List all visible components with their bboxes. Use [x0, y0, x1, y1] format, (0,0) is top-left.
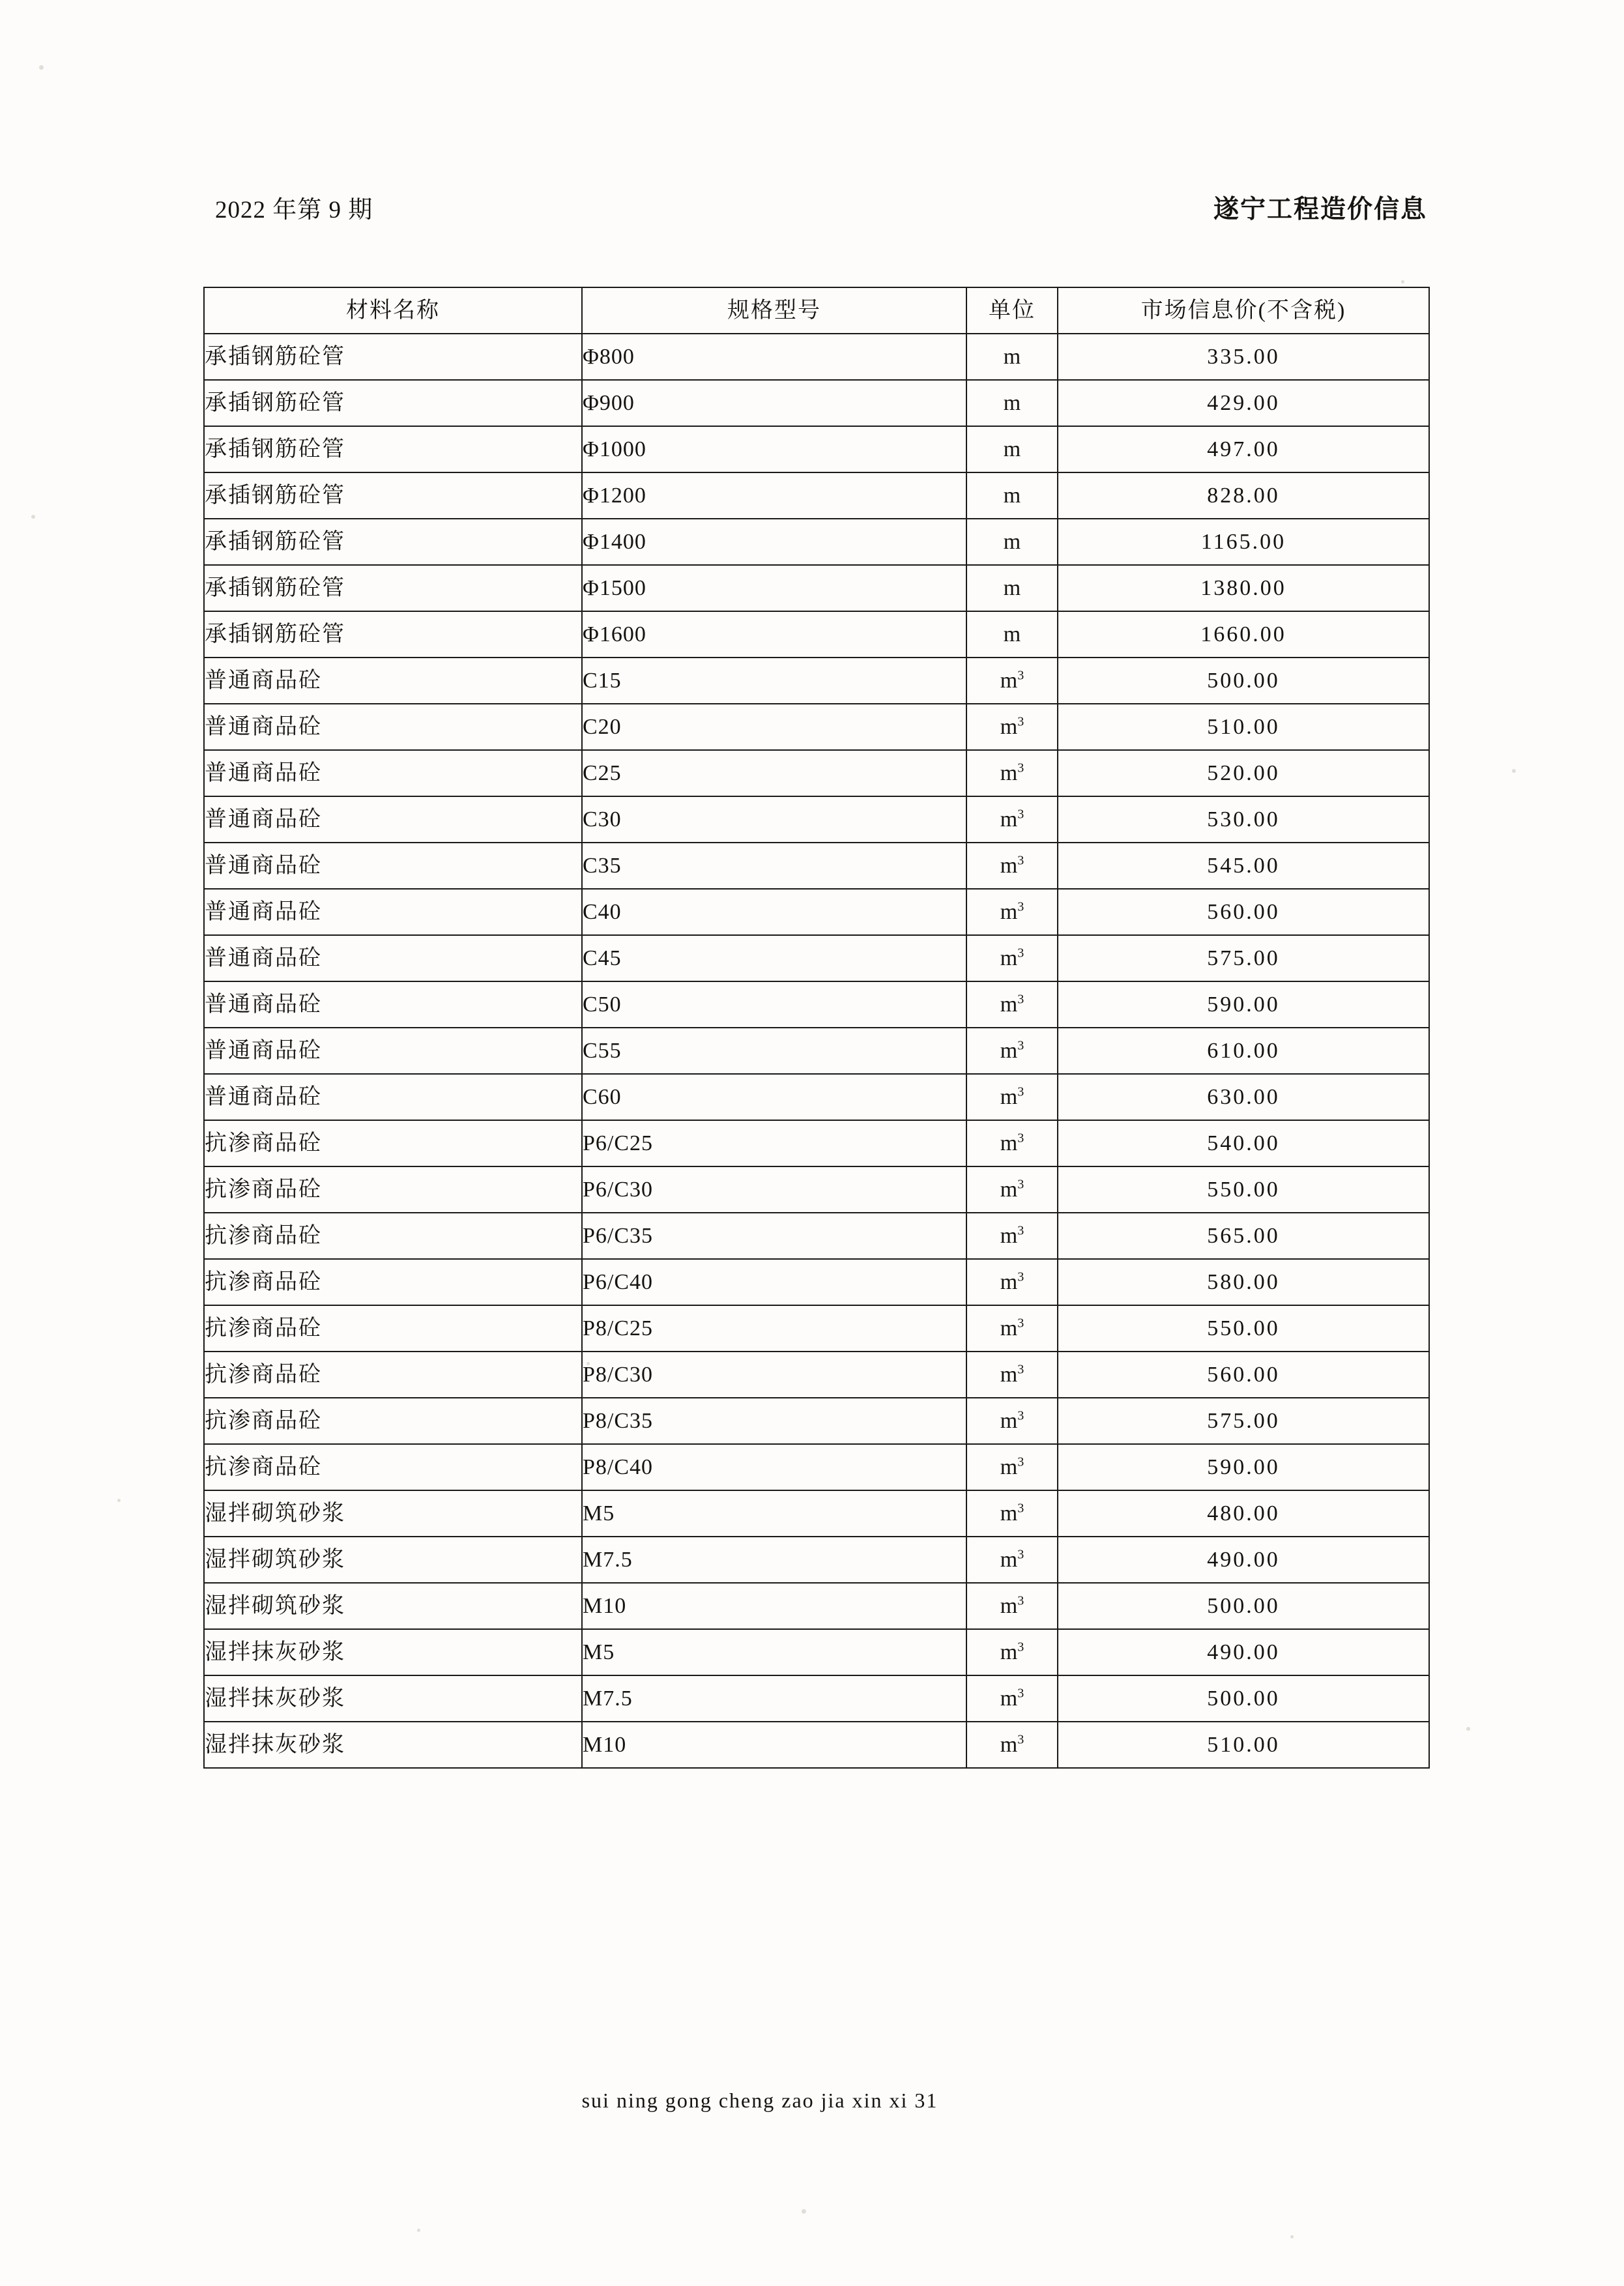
cell-material-name: 湿拌砌筑砂浆 — [204, 1490, 582, 1537]
cell-material-name: 抗渗商品砼 — [204, 1259, 582, 1305]
cell-price: 490.00 — [1058, 1629, 1429, 1675]
cell-material-name: 普通商品砼 — [204, 796, 582, 843]
cell-unit — [966, 1722, 1058, 1768]
cell-unit-base: m — [1000, 1177, 1018, 1202]
cell-unit-base: m — [1003, 483, 1021, 508]
cell-specification: M5 — [582, 1490, 966, 1537]
table-row — [204, 380, 1429, 426]
cell-material-name: 抗渗商品砼 — [204, 1213, 582, 1259]
cell-specification: Φ1500 — [582, 565, 966, 611]
cell-unit-base: m — [1003, 575, 1021, 600]
cell-material-name: 湿拌砌筑砂浆 — [204, 1537, 582, 1583]
cell-material-name: 承插钢筋砼管 — [204, 426, 582, 472]
cell-material-name: 普通商品砼 — [204, 843, 582, 889]
cell-unit-exponent: 3 — [1017, 1038, 1024, 1053]
cell-unit-exponent: 3 — [1017, 807, 1024, 822]
cell-price: 590.00 — [1058, 981, 1429, 1028]
cell-specification: P6/C25 — [582, 1120, 966, 1166]
journal-title: 遂宁工程造价信息 — [1213, 195, 1427, 224]
table-row — [204, 1166, 1429, 1213]
cell-unit-base: m — [1000, 1362, 1018, 1387]
cell-unit-base: m — [1000, 1223, 1018, 1248]
cell-unit — [966, 1074, 1058, 1120]
cell-unit-exponent: 3 — [1017, 1177, 1024, 1192]
table-row — [204, 1490, 1429, 1537]
cell-unit — [966, 1166, 1058, 1213]
cell-specification: P6/C35 — [582, 1213, 966, 1259]
cell-unit-exponent: 3 — [1017, 992, 1024, 1007]
cell-specification: Φ1400 — [582, 519, 966, 565]
table-row — [204, 981, 1429, 1028]
table-row — [204, 519, 1429, 565]
table-row — [204, 611, 1429, 658]
cell-unit-base: m — [1000, 1547, 1018, 1572]
cell-material-name: 湿拌抹灰砂浆 — [204, 1629, 582, 1675]
table-row — [204, 1074, 1429, 1120]
table-row — [204, 1305, 1429, 1352]
cell-unit-base: m — [1000, 760, 1018, 785]
cell-unit-exponent: 3 — [1017, 1593, 1024, 1608]
cell-unit-exponent: 3 — [1017, 899, 1024, 914]
cell-unit — [966, 796, 1058, 843]
table-row — [204, 889, 1429, 935]
cell-price: 510.00 — [1058, 1722, 1429, 1768]
cell-unit-exponent: 3 — [1017, 1454, 1024, 1469]
cell-specification: C15 — [582, 658, 966, 704]
table-row — [204, 1028, 1429, 1074]
cell-material-name: 普通商品砼 — [204, 889, 582, 935]
cell-price: 1660.00 — [1058, 611, 1429, 658]
table-row — [204, 935, 1429, 981]
cell-unit-exponent: 3 — [1017, 1408, 1024, 1423]
cell-unit — [966, 1444, 1058, 1490]
cell-material-name: 普通商品砼 — [204, 750, 582, 796]
cell-unit — [966, 1398, 1058, 1444]
cell-specification: C50 — [582, 981, 966, 1028]
cell-material-name: 湿拌抹灰砂浆 — [204, 1722, 582, 1768]
cell-specification: Φ1000 — [582, 426, 966, 472]
cell-unit — [966, 889, 1058, 935]
cell-unit-base: m — [1000, 1084, 1018, 1109]
issue-label: 2022 年第 9 期 — [215, 197, 373, 224]
cell-unit — [966, 1537, 1058, 1583]
cell-specification: Φ1200 — [582, 472, 966, 519]
cell-price: 545.00 — [1058, 843, 1429, 889]
cell-material-name: 普通商品砼 — [204, 981, 582, 1028]
cell-unit-exponent: 3 — [1017, 1640, 1024, 1655]
cell-specification: C30 — [582, 796, 966, 843]
cell-unit-base: m — [1000, 1454, 1018, 1479]
table-row — [204, 565, 1429, 611]
cell-price: 335.00 — [1058, 334, 1429, 380]
cell-unit — [966, 1213, 1058, 1259]
cell-material-name: 抗渗商品砼 — [204, 1352, 582, 1398]
cell-unit — [966, 843, 1058, 889]
table-row — [204, 1675, 1429, 1722]
cell-price: 480.00 — [1058, 1490, 1429, 1537]
cell-price: 580.00 — [1058, 1259, 1429, 1305]
cell-unit-base: m — [1000, 1269, 1018, 1294]
cell-specification: M10 — [582, 1722, 966, 1768]
cell-material-name: 承插钢筋砼管 — [204, 380, 582, 426]
cell-material-name: 抗渗商品砼 — [204, 1166, 582, 1213]
table-row — [204, 1398, 1429, 1444]
cell-unit-base: m — [1000, 1038, 1018, 1063]
cell-unit — [966, 519, 1058, 565]
cell-material-name: 普通商品砼 — [204, 1028, 582, 1074]
cell-unit-exponent: 3 — [1017, 1316, 1024, 1331]
page-header — [215, 189, 1427, 225]
table-row — [204, 1629, 1429, 1675]
cell-specification: M5 — [582, 1629, 966, 1675]
cell-price: 497.00 — [1058, 426, 1429, 472]
cell-unit-base: m — [1000, 1316, 1018, 1340]
cell-unit-exponent: 3 — [1017, 1223, 1024, 1238]
table-row — [204, 1722, 1429, 1768]
cell-price: 1380.00 — [1058, 565, 1429, 611]
cell-unit — [966, 981, 1058, 1028]
table-row — [204, 1537, 1429, 1583]
cell-unit — [966, 1352, 1058, 1398]
cell-price: 510.00 — [1058, 704, 1429, 750]
cell-price: 1165.00 — [1058, 519, 1429, 565]
cell-material-name: 承插钢筋砼管 — [204, 565, 582, 611]
cell-unit-base: m — [1000, 668, 1018, 693]
cell-price: 500.00 — [1058, 658, 1429, 704]
table-row — [204, 1259, 1429, 1305]
cell-unit-base: m — [1000, 807, 1018, 832]
cell-price: 490.00 — [1058, 1537, 1429, 1583]
cell-unit-base: m — [1000, 714, 1018, 739]
cell-unit — [966, 1490, 1058, 1537]
cell-price: 565.00 — [1058, 1213, 1429, 1259]
cell-specification: Φ1600 — [582, 611, 966, 658]
cell-specification: P8/C35 — [582, 1398, 966, 1444]
cell-specification: P8/C25 — [582, 1305, 966, 1352]
cell-unit-base: m — [1000, 946, 1018, 970]
column-header-unit: 单位 — [966, 287, 1058, 334]
table-body — [204, 334, 1429, 1768]
cell-unit-exponent: 3 — [1017, 1501, 1024, 1516]
cell-unit-exponent: 3 — [1017, 1732, 1024, 1747]
cell-material-name: 抗渗商品砼 — [204, 1444, 582, 1490]
cell-unit-exponent: 3 — [1017, 1084, 1024, 1099]
cell-unit-exponent: 3 — [1017, 714, 1024, 729]
cell-unit — [966, 1305, 1058, 1352]
table-row — [204, 796, 1429, 843]
table-row — [204, 1213, 1429, 1259]
cell-unit-base: m — [1003, 437, 1021, 461]
cell-specification: C40 — [582, 889, 966, 935]
cell-material-name: 普通商品砼 — [204, 658, 582, 704]
cell-unit-base: m — [1003, 344, 1021, 369]
cell-price: 500.00 — [1058, 1583, 1429, 1629]
cell-unit-base: m — [1000, 853, 1018, 878]
cell-unit — [966, 426, 1058, 472]
cell-unit-base: m — [1000, 1686, 1018, 1711]
cell-unit-exponent: 3 — [1017, 946, 1024, 961]
cell-specification: C45 — [582, 935, 966, 981]
cell-material-name: 承插钢筋砼管 — [204, 472, 582, 519]
cell-unit-exponent: 3 — [1017, 1269, 1024, 1284]
cell-unit-exponent: 3 — [1017, 1686, 1024, 1701]
cell-price: 630.00 — [1058, 1074, 1429, 1120]
cell-unit — [966, 704, 1058, 750]
price-table — [203, 287, 1430, 1769]
table-row — [204, 1352, 1429, 1398]
cell-price: 520.00 — [1058, 750, 1429, 796]
cell-price: 540.00 — [1058, 1120, 1429, 1166]
cell-unit-base: m — [1000, 1732, 1018, 1757]
footer-text: sui ning gong cheng zao jia xin xi 31 — [581, 2089, 938, 2112]
cell-price: 828.00 — [1058, 472, 1429, 519]
table-row — [204, 658, 1429, 704]
cell-specification: P8/C30 — [582, 1352, 966, 1398]
cell-specification: Φ900 — [582, 380, 966, 426]
cell-specification: C35 — [582, 843, 966, 889]
table-row — [204, 1120, 1429, 1166]
cell-unit-exponent: 3 — [1017, 760, 1024, 775]
cell-unit-base: m — [1000, 1640, 1018, 1664]
cell-unit-base: m — [1000, 992, 1018, 1017]
cell-unit-base: m — [1000, 1131, 1018, 1155]
column-header-specification: 规格型号 — [582, 287, 966, 334]
cell-unit-exponent: 3 — [1017, 1547, 1024, 1562]
cell-unit — [966, 1675, 1058, 1722]
table-row — [204, 426, 1429, 472]
cell-price: 590.00 — [1058, 1444, 1429, 1490]
cell-price: 500.00 — [1058, 1675, 1429, 1722]
cell-unit — [966, 935, 1058, 981]
cell-unit — [966, 334, 1058, 380]
cell-unit — [966, 611, 1058, 658]
cell-unit — [966, 658, 1058, 704]
cell-unit-base: m — [1003, 390, 1021, 415]
cell-price: 610.00 — [1058, 1028, 1429, 1074]
cell-material-name: 普通商品砼 — [204, 704, 582, 750]
cell-material-name: 抗渗商品砼 — [204, 1305, 582, 1352]
cell-unit-base: m — [1000, 1501, 1018, 1526]
cell-material-name: 湿拌砌筑砂浆 — [204, 1583, 582, 1629]
cell-unit-base: m — [1000, 1408, 1018, 1433]
cell-price: 429.00 — [1058, 380, 1429, 426]
cell-unit — [966, 750, 1058, 796]
cell-unit-base: m — [1003, 622, 1021, 646]
table-row — [204, 334, 1429, 380]
column-header-market-price: 市场信息价(不含税) — [1058, 287, 1429, 334]
cell-unit — [966, 565, 1058, 611]
cell-price: 550.00 — [1058, 1305, 1429, 1352]
table-row — [204, 704, 1429, 750]
cell-price: 560.00 — [1058, 889, 1429, 935]
cell-price: 575.00 — [1058, 1398, 1429, 1444]
cell-specification: C20 — [582, 704, 966, 750]
cell-unit — [966, 1629, 1058, 1675]
cell-specification: M7.5 — [582, 1675, 966, 1722]
cell-unit — [966, 380, 1058, 426]
table-row — [204, 472, 1429, 519]
cell-specification: C55 — [582, 1028, 966, 1074]
cell-unit — [966, 1583, 1058, 1629]
cell-price: 550.00 — [1058, 1166, 1429, 1213]
cell-specification: C25 — [582, 750, 966, 796]
cell-specification: P6/C40 — [582, 1259, 966, 1305]
cell-unit-exponent: 3 — [1017, 1362, 1024, 1377]
cell-price: 575.00 — [1058, 935, 1429, 981]
cell-unit — [966, 1259, 1058, 1305]
cell-specification: C60 — [582, 1074, 966, 1120]
cell-price: 560.00 — [1058, 1352, 1429, 1398]
cell-unit — [966, 1028, 1058, 1074]
column-header-material-name: 材料名称 — [204, 287, 582, 334]
cell-unit — [966, 1120, 1058, 1166]
cell-unit-exponent: 3 — [1017, 853, 1024, 868]
table-row — [204, 750, 1429, 796]
cell-specification: P6/C30 — [582, 1166, 966, 1213]
cell-specification: P8/C40 — [582, 1444, 966, 1490]
cell-material-name: 普通商品砼 — [204, 1074, 582, 1120]
cell-unit-base: m — [1003, 529, 1021, 554]
cell-material-name: 抗渗商品砼 — [204, 1120, 582, 1166]
cell-material-name: 承插钢筋砼管 — [204, 611, 582, 658]
cell-unit-exponent: 3 — [1017, 1131, 1024, 1146]
cell-unit-exponent: 3 — [1017, 668, 1024, 683]
cell-specification: Φ800 — [582, 334, 966, 380]
cell-specification: M7.5 — [582, 1537, 966, 1583]
cell-price: 530.00 — [1058, 796, 1429, 843]
table-row — [204, 843, 1429, 889]
table-header-row — [204, 287, 1429, 334]
cell-material-name: 承插钢筋砼管 — [204, 334, 582, 380]
table-row — [204, 1583, 1429, 1629]
cell-material-name: 抗渗商品砼 — [204, 1398, 582, 1444]
page-footer — [0, 2089, 1624, 2113]
cell-material-name: 湿拌抹灰砂浆 — [204, 1675, 582, 1722]
cell-material-name: 普通商品砼 — [204, 935, 582, 981]
cell-material-name: 承插钢筋砼管 — [204, 519, 582, 565]
cell-unit-base: m — [1000, 1593, 1018, 1618]
cell-unit — [966, 472, 1058, 519]
cell-unit-base: m — [1000, 899, 1018, 924]
table-row — [204, 1444, 1429, 1490]
cell-specification: M10 — [582, 1583, 966, 1629]
